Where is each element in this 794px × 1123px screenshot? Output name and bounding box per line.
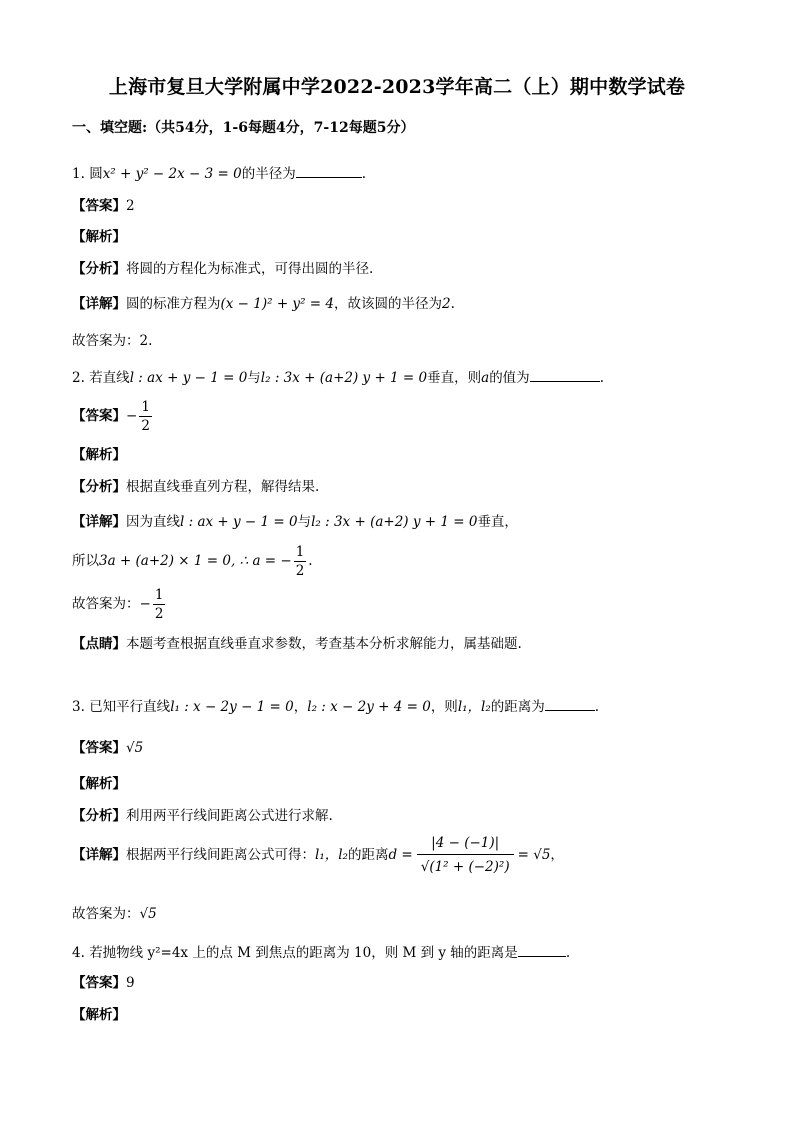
- answer-blank: [545, 696, 595, 711]
- dianjing-label: 【点睛】: [72, 636, 126, 652]
- fenxi-row: 【分析】根据直线垂直列方程，解得结果.: [72, 479, 320, 495]
- answer-row: [72, 971, 135, 991]
- equation: l₂ : 3x + (a+2) y + 1 = 0: [260, 370, 428, 386]
- question-text: 的半径为: [241, 166, 296, 182]
- final-answer-row: 故答案为：√5: [72, 906, 157, 922]
- fenxi-label: 【分析】: [72, 479, 126, 495]
- final-answer-row: 故答案为：− $\frac{1}{2}$: [72, 587, 164, 622]
- question-2: 2. 若直线l : ax + y − 1 = 0与l₂ : 3x + (a+2) y + 1 = 0垂直，则a的值为 .: [72, 366, 604, 386]
- detail-row: 【详解】圆的标准方程为(x − 1)² + y² = 4，故该圆的半径为2.: [72, 296, 455, 312]
- analysis-label: 【解析】: [72, 447, 126, 463]
- question-number: 2.: [72, 370, 85, 386]
- fenxi-text: 将圆的方程化为标准式，可得出圆的半径.: [126, 261, 374, 277]
- page-title: 上海市复旦大学附属中学2022-2023学年高二（上）期中数学试卷: [108, 76, 686, 98]
- fenxi-row: 【分析】利用两平行线间距离公式进行求解.: [72, 808, 333, 824]
- detail-label: 【详解】: [72, 847, 126, 863]
- fenxi-row: [72, 257, 373, 277]
- answer-value: 2: [126, 198, 135, 214]
- analysis-label: 【解析】: [72, 1007, 126, 1023]
- answer-row: 【答案】− $\frac{1}{2}$: [72, 399, 150, 434]
- equation: l : ax + y − 1 = 0: [180, 514, 298, 530]
- analysis-label: 【解析】: [72, 229, 126, 245]
- final-answer-row: 故答案为：2.: [72, 333, 153, 349]
- answer-blank: [530, 367, 600, 382]
- answer-value: 9: [126, 975, 135, 991]
- fenxi-label: 【分析】: [72, 808, 126, 824]
- fraction: $\frac{1}{2}$: [141, 399, 150, 434]
- answer-label: 【答案】: [72, 408, 126, 424]
- answer-value: √5: [126, 740, 144, 756]
- analysis-label: 【解析】: [72, 776, 126, 792]
- detail-row: 【详解】因为直线l : ax + y − 1 = 0与l₂ : 3x + (a+2) y + 1 = 0垂直，: [72, 514, 518, 530]
- section-heading: 一、填空题:（共54分，1-6每题4分，7-12每题5分）: [72, 120, 415, 136]
- equation: (x − 1)² + y² = 4: [220, 296, 334, 312]
- equation: l₂ : x − 2y + 4 = 0: [307, 699, 431, 715]
- question-number: 1.: [72, 166, 85, 182]
- dianjing-row: 【点睛】本题考查根据直线垂直求参数，考查基本分析求解能力，属基础题.: [72, 636, 522, 652]
- answer-label: 【答案】: [72, 198, 126, 214]
- answer-blank: [296, 163, 362, 178]
- question-3: 3. 已知平行直线l₁ : x − 2y − 1 = 0，l₂ : x − 2y + 4 = 0，则l₁，l₂的距离为 .: [72, 695, 599, 715]
- answer-label: 【答案】: [72, 975, 126, 991]
- question-text: 若抛物线 y²=4x 上的点 M 到焦点的距离为 10，则 M 到 y 轴的距离是: [89, 945, 518, 961]
- equation: x² + y² − 2x − 3 = 0: [102, 166, 242, 182]
- distance-fraction: $\frac{|4 - (-1)|}{\text{√(1² + (−2)²)}}$: [417, 832, 514, 879]
- answer-row: [72, 736, 143, 756]
- fraction: $\frac{1}{2}$: [154, 587, 164, 622]
- question-4: 4. 若抛物线 y²=4x 上的点 M 到焦点的距离为 10，则 M 到 y 轴的距离是 .: [72, 941, 570, 961]
- question-number: 3.: [72, 699, 85, 715]
- detail-row: 【详解】根据两平行线间距离公式可得：l₁，l₂的距离d = $\frac{|4 - (-1)|}{\text{√(1² + (−2)²)}}$ = √5，: [72, 832, 564, 879]
- question-1: 1. 圆x² + y² − 2x − 3 = 0的半径为 .: [72, 162, 366, 182]
- answer-label: 【答案】: [72, 740, 126, 756]
- equation: l₂ : 3x + (a+2) y + 1 = 0: [311, 514, 478, 530]
- question-number: 4.: [72, 945, 85, 961]
- fenxi-label: 【分析】: [72, 261, 126, 277]
- answer-row: [72, 194, 135, 214]
- question-text: 圆: [89, 166, 103, 182]
- equation: l : ax + y − 1 = 0: [129, 370, 248, 386]
- equation: l₁ : x − 2y − 1 = 0: [170, 699, 294, 715]
- detail-label: 【详解】: [72, 296, 126, 312]
- equation: 3a + (a+2) × 1 = 0, ∴ a = −: [99, 553, 292, 569]
- so-row: 所以3a + (a+2) × 1 = 0, ∴ a = − $\frac{1}{2}$ .: [72, 544, 313, 579]
- fraction: $\frac{1}{2}$: [295, 544, 305, 579]
- answer-blank: [518, 942, 566, 957]
- detail-label: 【详解】: [72, 514, 126, 530]
